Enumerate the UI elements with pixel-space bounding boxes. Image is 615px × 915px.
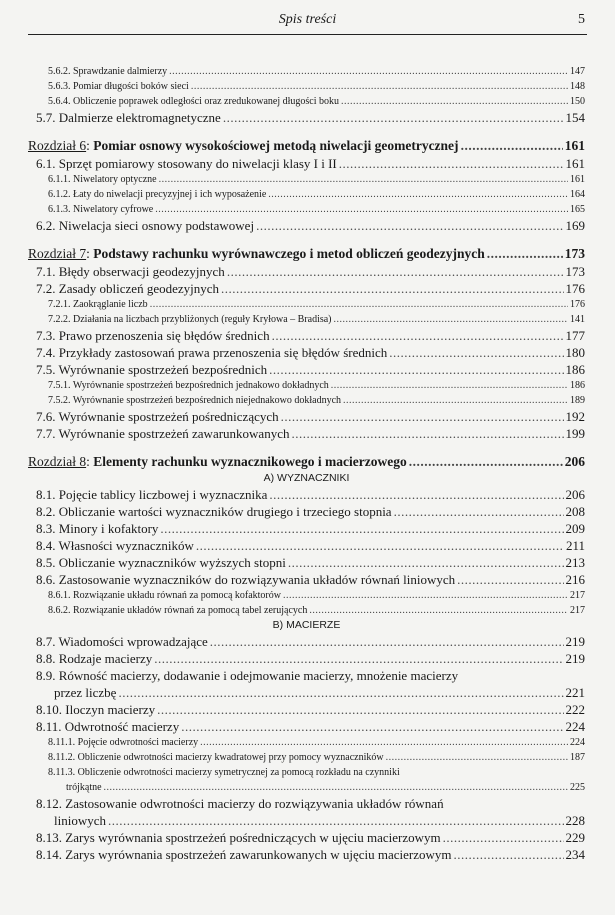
toc-entry-line — [36, 280, 585, 297]
entry-title: 8.13. Zarys wyrównania spostrzeżeń pośredniczących w ujęciu macierzowym — [36, 830, 441, 845]
toc-entry-line — [48, 603, 585, 618]
chapter-gap — [28, 234, 585, 244]
entry-title: 6.1. Sprzęt pomiarowy stosowany do niwelacji klasy I i II — [36, 156, 337, 171]
toc-entry-line — [36, 571, 585, 588]
toc-entry[interactable] — [28, 94, 585, 109]
dot-leader — [210, 633, 564, 650]
entry-page-number: 222 — [565, 702, 585, 717]
toc-entry-line — [36, 263, 585, 280]
toc-entry-line — [36, 327, 585, 344]
entry-page-number: 219 — [565, 651, 585, 666]
entry-page-number: 199 — [565, 426, 585, 441]
entry-page-number: 192 — [565, 409, 585, 424]
chapter-colon: : — [86, 138, 94, 153]
entry-page-number: 189 — [570, 395, 585, 406]
toc-entry-line — [48, 79, 585, 94]
chapter-name: Podstawy rachunku wyrównawczego i metod obliczeń geodezyjnych — [93, 246, 485, 261]
toc-entry-line — [36, 633, 585, 650]
chapter-title — [28, 244, 485, 263]
entry-page-number: 186 — [570, 380, 585, 391]
entry-page-number: 164 — [570, 189, 585, 200]
toc-entry[interactable] — [28, 846, 585, 863]
toc-entry-line — [36, 520, 585, 537]
entry-page-number: 150 — [570, 96, 585, 107]
entry-title: 8.2. Obliczanie wartości wyznaczników drugiego i trzeciego stopnia — [36, 504, 392, 519]
entry-page-number: 187 — [570, 752, 585, 763]
entry-title: przez liczbę — [54, 685, 117, 700]
dot-leader — [150, 297, 568, 312]
entry-title: 5.6.2. Sprawdzanie dalmierzy — [48, 66, 168, 77]
toc-entry[interactable] — [28, 155, 585, 172]
toc-entry-line — [36, 486, 585, 503]
dot-leader — [227, 263, 564, 280]
entry-page-number: 217 — [570, 605, 585, 616]
entry-page-number: 209 — [565, 521, 585, 536]
dot-leader — [339, 155, 564, 172]
toc-entry-line — [48, 172, 585, 187]
dot-leader — [394, 503, 564, 520]
toc-entry[interactable] — [28, 187, 585, 202]
dot-leader — [221, 280, 563, 297]
entry-title: 8.11. Odwrotność macierzy — [36, 719, 180, 734]
entry-title: 8.10. Iloczyn macierzy — [36, 702, 156, 717]
entry-title: 8.6. Zastosowanie wyznaczników do rozwiązywania układów równań liniowych — [36, 572, 456, 587]
entry-title: liniowych — [54, 813, 106, 828]
dot-leader — [196, 537, 564, 554]
toc-entry-line — [36, 109, 585, 126]
toc-entry[interactable] — [28, 425, 585, 442]
dot-leader — [341, 94, 568, 109]
chapter-title — [28, 452, 407, 471]
dot-leader — [409, 452, 563, 471]
entry-title: 6.2. Niwelacja sieci osnowy podstawowej — [36, 218, 255, 233]
entry-page-number: 186 — [565, 362, 585, 377]
dot-leader — [389, 344, 563, 361]
entry-title: 5.6.3. Pomiar długości boków sieci — [48, 81, 189, 92]
dot-leader — [288, 554, 564, 571]
dot-leader — [454, 846, 564, 863]
entry-page-number: 228 — [565, 813, 585, 828]
toc-entry[interactable] — [28, 263, 585, 280]
chapter-label: Rozdział 8 — [28, 454, 87, 469]
toc-entry-line — [48, 393, 585, 408]
toc-entry-line — [36, 701, 585, 718]
toc-entry[interactable] — [28, 603, 585, 618]
entry-page-number: 208 — [565, 504, 585, 519]
entry-page-number: 224 — [570, 737, 585, 748]
entry-page-number: 169 — [565, 218, 585, 233]
dot-leader — [309, 603, 568, 618]
toc-entry[interactable] — [28, 571, 585, 588]
dot-leader — [386, 750, 568, 765]
entry-page-number: 161 — [564, 138, 585, 153]
dot-leader — [154, 650, 563, 667]
entry-title: 8.8. Rodzaje macierzy — [36, 651, 153, 666]
toc-entry[interactable] — [28, 520, 585, 537]
dot-leader — [269, 361, 563, 378]
dot-leader — [457, 571, 563, 588]
dot-leader — [108, 812, 564, 829]
toc-entry[interactable] — [28, 650, 585, 667]
entry-title: 8.6.1. Rozwiązanie układu równań za pomocą kofaktorów — [48, 590, 281, 601]
entry-title-line: 8.9. Równość macierzy, dodawanie i odejmowanie macierzy, mnożenie macierzy — [36, 668, 459, 683]
toc-entry-line — [36, 344, 585, 361]
entry-title: 8.6.2. Rozwiązanie układów równań za pomocą tabel zerujących — [48, 605, 308, 616]
chapter-title — [28, 136, 459, 155]
dot-leader — [269, 486, 563, 503]
toc-entry-line — [28, 244, 585, 263]
entry-title: 8.4. Własności wyznaczników — [36, 538, 194, 553]
entry-title: 7.7. Wyrównanie spostrzeżeń zawarunkowanych — [36, 426, 290, 441]
dot-leader — [157, 701, 563, 718]
entry-page-number: 154 — [565, 110, 585, 125]
dot-leader — [159, 172, 568, 187]
dot-leader — [331, 378, 568, 393]
chapter-gap — [28, 442, 585, 452]
toc-entry-line — [36, 155, 585, 172]
toc-entry[interactable] — [28, 393, 585, 408]
dot-leader — [118, 684, 563, 701]
toc-entry-line — [28, 136, 585, 155]
chapter-label: Rozdział 7 — [28, 246, 87, 261]
dot-leader — [223, 109, 564, 126]
dot-leader — [291, 425, 563, 442]
toc-entry-line — [48, 187, 585, 202]
toc-entry[interactable] — [28, 297, 585, 312]
dot-leader — [160, 520, 563, 537]
dot-leader — [268, 187, 568, 202]
toc-entry[interactable] — [28, 503, 585, 520]
chapter-label: Rozdział 6 — [28, 138, 87, 153]
entry-page-number: 165 — [570, 204, 585, 215]
entry-title: 7.4. Przykłady zastosowań prawa przenoszenia się błędów średnich — [36, 345, 388, 360]
toc-entry[interactable] — [28, 280, 585, 297]
chapter-colon: : — [86, 246, 94, 261]
entry-page-number: 176 — [570, 299, 585, 310]
dot-leader — [343, 393, 568, 408]
entry-page-number: 234 — [565, 847, 585, 862]
entry-title: 7.6. Wyrównanie spostrzeżeń pośredniczących — [36, 409, 279, 424]
toc-entry[interactable] — [28, 64, 585, 79]
entry-title-line: 8.12. Zastosowanie odwrotności macierzy do rozwiązywania układów równań — [36, 796, 444, 811]
toc-entry[interactable] — [28, 537, 585, 554]
toc-entry-line — [36, 812, 585, 829]
entry-title: 8.11.1. Pojęcie odwrotności macierzy — [48, 737, 199, 748]
dot-leader — [155, 202, 568, 217]
toc-entry[interactable] — [28, 202, 585, 217]
entry-title: 6.1.2. Łaty do niwelacji precyzyjnej i ich wyposażenie — [48, 189, 267, 200]
toc-entry[interactable] — [28, 588, 585, 603]
toc-entry-line — [48, 202, 585, 217]
chapter-gap — [28, 126, 585, 136]
toc-entry-line — [36, 537, 585, 554]
entry-page-number: 224 — [565, 719, 585, 734]
dot-leader — [281, 408, 564, 425]
entry-title: 7.2. Zasady obliczeń geodezyjnych — [36, 281, 220, 296]
chapter-entry[interactable] — [28, 244, 585, 263]
toc-entry[interactable] — [28, 378, 585, 393]
toc-entry-line — [48, 750, 585, 765]
toc-entry[interactable] — [28, 486, 585, 503]
chapter-name: Pomiar osnowy wysokościowej metodą niwelacji geometrycznej — [93, 138, 459, 153]
chapter-entry[interactable] — [28, 136, 585, 155]
entry-title: 8.14. Zarys wyrównania spostrzeżeń zawarunkowanych w ujęciu macierzowym — [36, 847, 452, 862]
entry-page-number: 177 — [565, 328, 585, 343]
header-title: Spis treści — [278, 12, 337, 27]
entry-title: 7.5.2. Wyrównanie spostrzeżeń bezpośrednich niejednakowo dokładnych — [48, 395, 342, 406]
toc-entry-line — [48, 312, 585, 327]
entry-page-number: 141 — [570, 314, 585, 325]
toc-entry[interactable] — [28, 795, 585, 829]
entry-title: 8.11.2. Obliczenie odwrotności macierzy kwadratowej przy pomocy wyznaczników — [48, 752, 384, 763]
entry-title-line: 8.11.3. Obliczenie odwrotności macierzy symetrycznej za pomocą rozkładu na czynniki — [48, 767, 400, 778]
table-of-contents — [28, 64, 585, 863]
entry-page-number: 217 — [570, 590, 585, 601]
entry-title: 5.6.4. Obliczenie poprawek odległości oraz zredukowanej długości boku — [48, 96, 340, 107]
dot-leader — [191, 79, 568, 94]
toc-entry[interactable] — [28, 408, 585, 425]
toc-entry-line — [48, 378, 585, 393]
entry-title: 8.7. Wiadomości wprowadzające — [36, 634, 208, 649]
toc-entry-line — [36, 650, 585, 667]
entry-page-number: 216 — [565, 572, 585, 587]
toc-entry[interactable] — [28, 633, 585, 650]
entry-title: 8.1. Pojęcie tablicy liczbowej i wyznacznika — [36, 487, 268, 502]
dot-leader — [200, 735, 568, 750]
toc-entry[interactable] — [28, 554, 585, 571]
toc-entry[interactable] — [28, 79, 585, 94]
dot-leader — [461, 136, 563, 155]
entry-title: 6.1.1. Niwelatory optyczne — [48, 174, 157, 185]
entry-page-number: 180 — [565, 345, 585, 360]
toc-entry[interactable] — [28, 361, 585, 378]
toc-entry[interactable] — [28, 701, 585, 718]
entry-page-number: 161 — [565, 156, 585, 171]
entry-title: 5.7. Dalmierze elektromagnetyczne — [36, 110, 221, 125]
entry-page-number: 211 — [565, 538, 585, 553]
toc-entry-line — [36, 554, 585, 571]
toc-entry[interactable] — [28, 735, 585, 750]
toc-entry[interactable] — [28, 667, 585, 701]
toc-entry-line — [48, 735, 585, 750]
entry-title: 7.5.1. Wyrównanie spostrzeżeń bezpośrednich jednakowo dokładnych — [48, 380, 329, 391]
entry-page-number: 176 — [565, 281, 585, 296]
dot-leader — [334, 312, 568, 327]
dot-leader — [104, 780, 568, 795]
toc-entry[interactable] — [28, 327, 585, 344]
toc-entry-line — [36, 408, 585, 425]
entry-page-number: 147 — [570, 66, 585, 77]
entry-title: 7.1. Błędy obserwacji geodezyjnych — [36, 264, 225, 279]
dot-leader — [283, 588, 568, 603]
entry-title: 7.5. Wyrównanie spostrzeżeń bezpośrednich — [36, 362, 268, 377]
toc-entry[interactable] — [28, 718, 585, 735]
toc-entry-line — [48, 94, 585, 109]
toc-entry-line — [28, 452, 585, 471]
entry-page-number: 173 — [565, 264, 585, 279]
entry-title: trójkątne — [66, 782, 102, 793]
entry-title: 7.3. Prawo przenoszenia się błędów średnich — [36, 328, 270, 343]
toc-entry-line — [36, 718, 585, 735]
section-subheading: A) WYZNACZNIKI — [263, 472, 350, 484]
dot-leader — [487, 244, 563, 263]
toc-entry-line — [36, 425, 585, 442]
entry-title: 6.1.3. Niwelatory cyfrowe — [48, 204, 154, 215]
toc-entry-line — [48, 588, 585, 603]
dot-leader — [181, 718, 563, 735]
toc-entry[interactable] — [28, 750, 585, 765]
toc-entry-line — [36, 846, 585, 863]
entry-page-number: 229 — [565, 830, 585, 845]
toc-entry[interactable] — [28, 172, 585, 187]
entry-page-number: 225 — [570, 782, 585, 793]
entry-page-number: 206 — [565, 487, 585, 502]
toc-entry-line — [48, 297, 585, 312]
entry-page-number: 213 — [565, 555, 585, 570]
entry-title: 7.2.1. Zaokrąglanie liczb — [48, 299, 148, 310]
toc-entry-line — [48, 64, 585, 79]
dot-leader — [443, 829, 564, 846]
toc-entry-line — [48, 780, 585, 795]
entry-page-number: 221 — [565, 685, 585, 700]
toc-entry-line — [36, 217, 585, 234]
entry-page-number: 219 — [565, 634, 585, 649]
dot-leader — [256, 217, 563, 234]
toc-entry-line — [36, 829, 585, 846]
toc-entry[interactable] — [28, 829, 585, 846]
toc-entry-line — [36, 684, 585, 701]
toc-entry[interactable] — [28, 109, 585, 126]
toc-entry-line — [36, 361, 585, 378]
section-subheading: B) MACIERZE — [272, 619, 341, 631]
dot-leader — [272, 327, 564, 344]
chapter-entry[interactable] — [28, 452, 585, 471]
entry-title: 8.5. Obliczanie wyznaczników wyższych stopni — [36, 555, 286, 570]
toc-entry[interactable] — [28, 217, 585, 234]
toc-entry[interactable] — [28, 312, 585, 327]
entry-page-number: 148 — [570, 81, 585, 92]
header-page-number: 5 — [578, 12, 585, 27]
dot-leader — [169, 64, 568, 79]
chapter-colon: : — [86, 454, 94, 469]
entry-page-number: 161 — [570, 174, 585, 185]
toc-entry[interactable] — [28, 344, 585, 361]
entry-page-number: 173 — [564, 246, 585, 261]
entry-title: 7.2.2. Działania na liczbach przybliżonych (reguły Kryłowa – Bradisa) — [48, 314, 332, 325]
running-header — [28, 10, 587, 35]
chapter-name: Elementy rachunku wyznacznikowego i macierzowego — [93, 454, 407, 469]
entry-page-number: 206 — [564, 454, 585, 469]
toc-entry-line — [36, 503, 585, 520]
entry-title: 8.3. Minory i kofaktory — [36, 521, 159, 536]
toc-entry[interactable] — [28, 765, 585, 795]
